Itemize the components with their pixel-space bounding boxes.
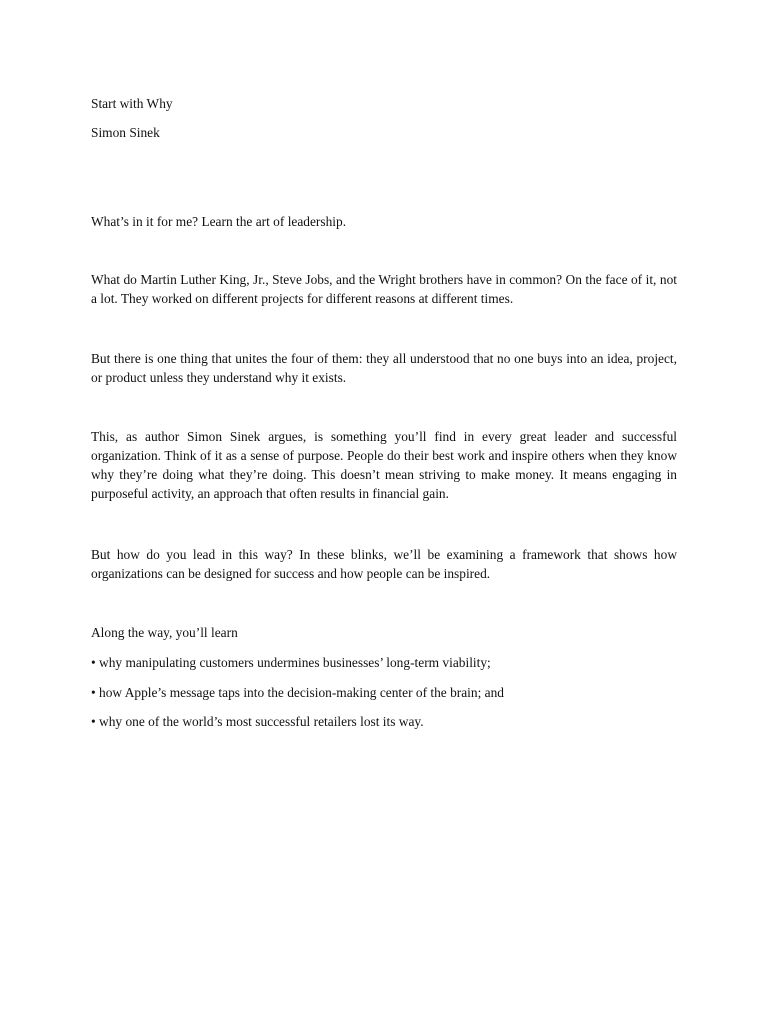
document-author: Simon Sinek xyxy=(91,125,160,140)
paragraph-1: What do Martin Luther King, Jr., Steve Jobs, and the Wright brothers have in common? On the face of it, not a lot. They worked on different projects for different reasons at different times. xyxy=(91,272,677,306)
list-item: • why manipulating customers undermines businesses’ long-term viability; xyxy=(91,655,491,670)
paragraph-3: This, as author Simon Sinek argues, is something you’ll find in every great leader and successful organization. Think of it as a sense of purpose. People do their best work and inspire others when they know why they’re doing what they’re doing. This doesn’t mean striving to make money. It means engaging in purposeful activity, an approach that often results in financial gain. xyxy=(91,429,677,501)
intro-heading: What’s in it for me? Learn the art of leadership. xyxy=(91,214,347,229)
list-lead: Along the way, you’ll learn xyxy=(91,625,238,640)
list-item: • why one of the world’s most successful retailers lost its way. xyxy=(91,714,424,729)
document-title: Start with Why xyxy=(91,96,173,111)
list-item: • how Apple’s message taps into the decision-making center of the brain; and xyxy=(91,685,504,700)
paragraph-4: But how do you lead in this way? In these blinks, we’ll be examining a framework that shows how organizations can be designed for success and how people can be inspired. xyxy=(91,547,677,581)
paragraph-2: But there is one thing that unites the four of them: they all understood that no one buys into an idea, project, or product unless they understand why it exists. xyxy=(91,351,677,385)
